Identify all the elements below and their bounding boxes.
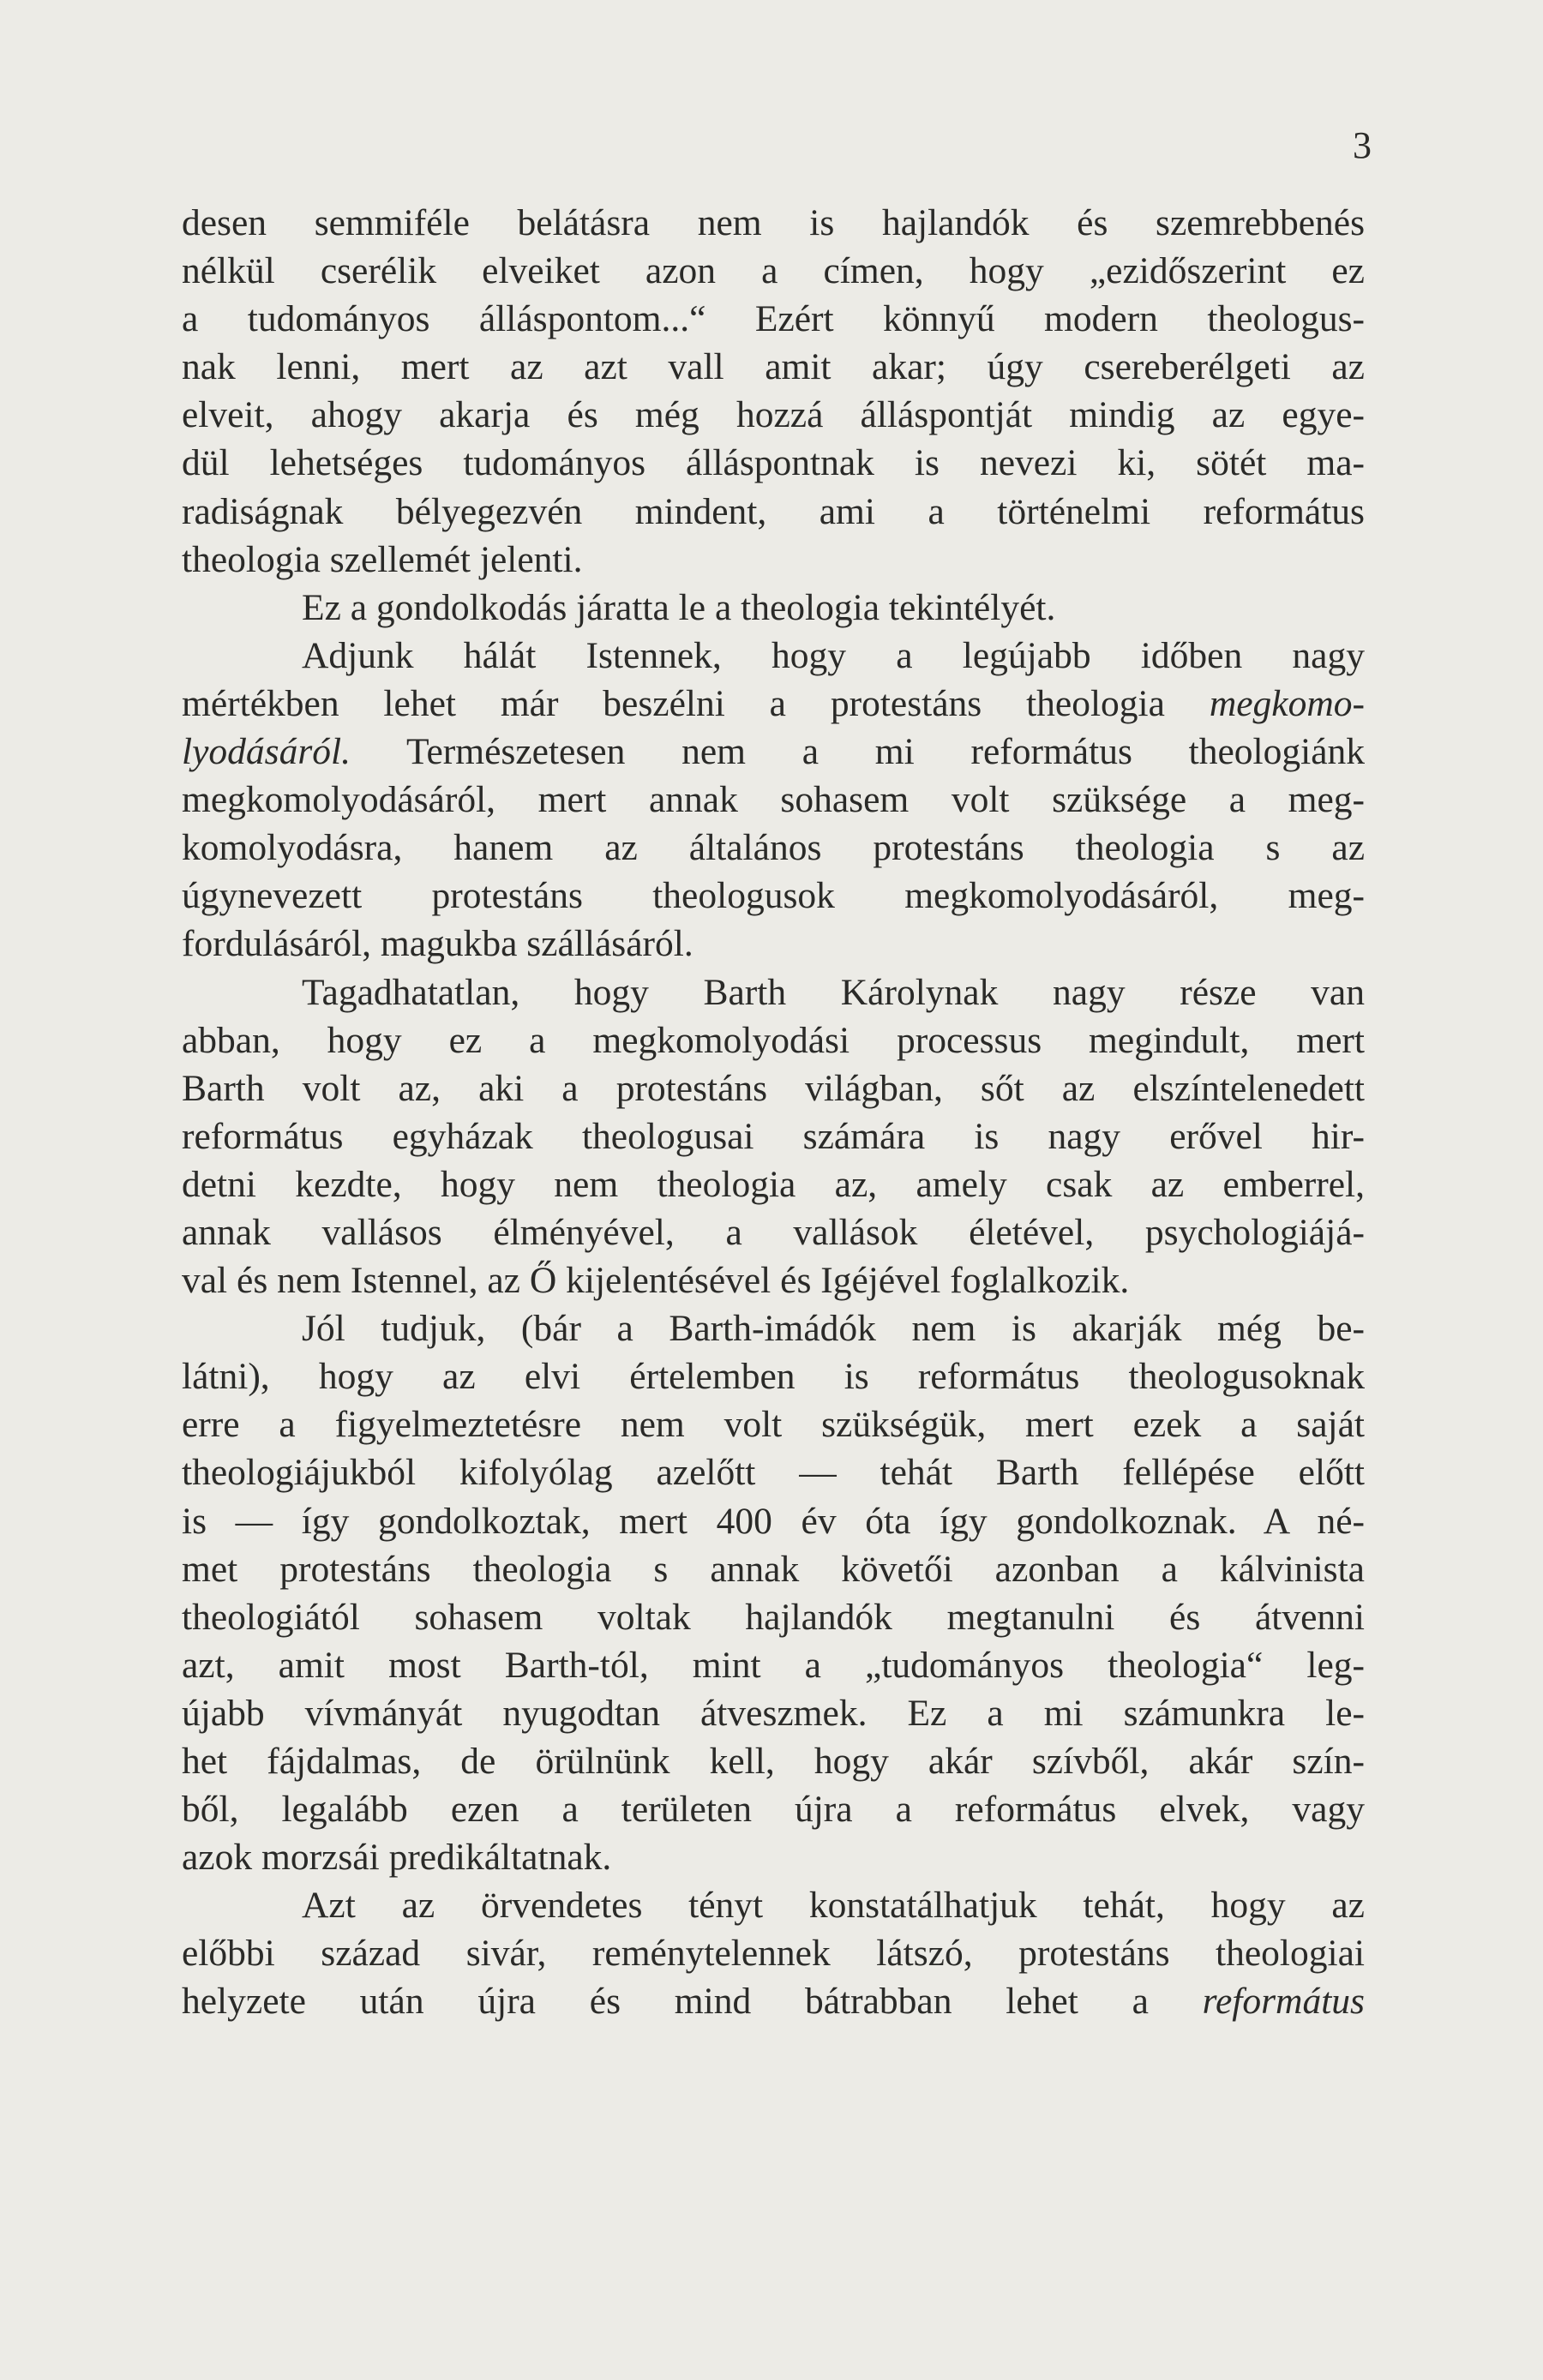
text-line: megkomolyodásáról, mert annak sohasem volt szüksége a meg- [182,779,1365,821]
text-line: abban, hogy ez a megkomolyodási processus megindult, mert [182,1019,1365,1061]
body-text [182,199,1365,2026]
text-line: azt, amit most Barth-tól, mint a „tudományos theologia“ leg- [182,1644,1365,1686]
text-line: het fájdalmas, de örülnünk kell, hogy akár szívből, akár szín- [182,1741,1365,1782]
text-line [182,1977,1365,2025]
text-line: elveit, ahogy akarja és még hozzá álláspontját mindig az egye- [182,394,1365,436]
text-line: nak lenni, mert az azt vall amit akar; úgy csereberélgeti az [182,346,1365,388]
text-line: theologia szellemét jelenti. [182,538,583,580]
text-line: is — így gondolkoztak, mert 400 év óta így gondolkoznak. A né- [182,1500,1365,1542]
text-line: desen semmiféle belátásra nem is hajlandók és szemrebbenés [182,202,1365,243]
text-line [182,680,1365,728]
text-line [182,728,1365,776]
text-line: látni), hogy az elvi értelemben is református theologusoknak [182,1356,1365,1398]
text-line: nélkül cserélik elveiket azon a címen, hogy „ezidőszerint ez [182,250,1365,292]
text-line: komolyodásra, hanem az általános protestáns theologia s az [182,827,1365,869]
text-line: theologiától sohasem voltak hajlandók megtanulni és átvenni [182,1596,1365,1638]
text-line: Tagadhatatlan, hogy Barth Károlynak nagy része van [302,971,1365,1013]
text-line: Azt az örvendetes tényt konstatálhatjuk tehát, hogy az [302,1885,1365,1927]
text-line: Adjunk hálát Istennek, hogy a legújabb időben nagy [302,634,1365,676]
italic-fragment: megkomo- [1209,682,1365,724]
text-line: a tudományos álláspontom...“ Ezért könnyű modern theologus- [182,298,1365,340]
text-line: annak vallásos élményével, a vallások életével, psychologiájá- [182,1211,1365,1253]
text-line: előbbi század sivár, reménytelennek látszó, protestáns theologiai [182,1933,1365,1975]
text-line: azok morzsái predikáltatnak. [182,1837,612,1879]
text-line: fordulásáról, magukba szállásáról. [182,923,693,965]
text-line: met protestáns theologia s annak követői azonban a kálvinista [182,1548,1365,1590]
text-line: úgynevezett protestáns theologusok megkomolyodásáról, meg- [182,875,1365,917]
text-fragment: helyzete után újra és mind bátrabban lehet a [182,1981,1203,2023]
page-number: 3 [1353,124,1372,166]
paragraph-6 [182,1881,1365,2025]
text-line: református egyházak theologusai számára is nagy erővel hir- [182,1115,1365,1157]
text-line: újabb vívmányát nyugodtan átveszmek. Ez a mi számunkra le- [182,1692,1365,1734]
italic-fragment: református [1202,1981,1365,2023]
text-line: val és nem Istennel, az Ő kijelentésével és Igéjével foglalkozik. [182,1260,1130,1302]
text-line: Jól tudjuk, (bár a Barth-imádók nem is akarják még be- [302,1308,1365,1350]
paragraph-3 [182,632,1365,968]
paragraph-4 [182,968,1365,1305]
text-line: dül lehetséges tudományos álláspontnak is nevezi ki, sötét ma- [182,442,1365,484]
text-line: Ez a gondolkodás járatta le a theologia tekintélyét. [302,586,1056,628]
text-line: Barth volt az, aki a protestáns világban, sőt az elszíntelenedett [182,1067,1365,1109]
text-fragment: mértékben lehet már beszélni a protestáns theologia [182,682,1210,724]
text-line: detni kezdte, hogy nem theologia az, amely csak az emberrel, [182,1163,1365,1205]
text-line: erre a figyelmeztetésre nem volt szükségük, mert ezek a saját [182,1404,1365,1446]
text-line: ből, legalább ezen a területen újra a református elvek, vagy [182,1789,1365,1831]
italic-fragment: lyodásáról. [182,731,351,773]
paragraph-2 [182,584,1365,632]
text-fragment: Természetesen nem a mi református theologiánk [405,731,1365,773]
paragraph-5 [182,1304,1365,1881]
paragraph-1 [182,199,1365,584]
text-line: radiságnak bélyegezvén mindent, ami a történelmi református [182,490,1365,532]
text-line: theologiájukból kifolyólag azelőtt — tehát Barth fellépése előtt [182,1452,1365,1494]
